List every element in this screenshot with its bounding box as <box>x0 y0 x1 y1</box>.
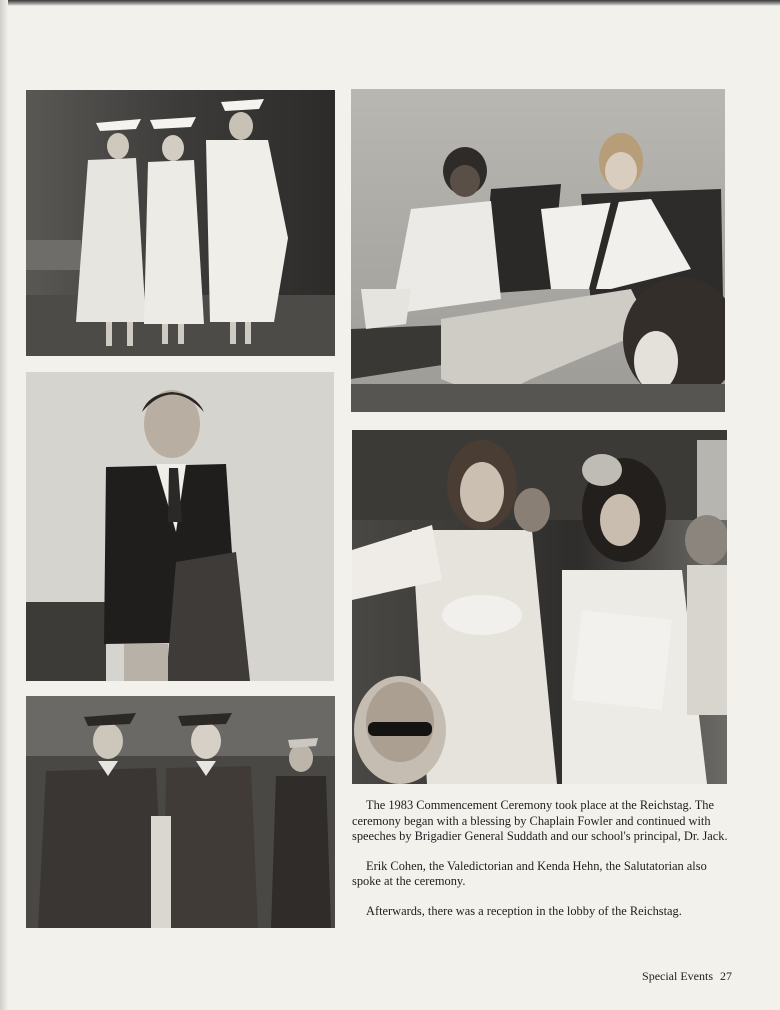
photo-graduates-dark-gowns <box>26 696 335 928</box>
caption-paragraph-1: The 1983 Commencement Ceremony took place at the Reichstag. The ceremony began with a blessing by Chaplain Fowler and continued with speeches by Brigadier General Suddath and our school's principal, Dr. Jack. <box>352 798 728 843</box>
photo-seated-graduates <box>351 89 725 412</box>
caption-paragraph-2: Erik Cohen, the Valedictorian and Kenda Hehn, the Salutatorian also spoke at the ceremony. <box>352 858 707 888</box>
scan-left-edge <box>0 0 8 1010</box>
ceremony-caption <box>352 798 738 933</box>
footer-page-number: 27 <box>720 969 732 983</box>
photo-three-graduates-white-gowns <box>26 90 335 356</box>
photo-graduates-talking-outdoors <box>352 430 727 784</box>
scan-top-edge <box>0 0 780 6</box>
photo-student-in-blazer <box>26 372 334 681</box>
caption-paragraph-3: Afterwards, there was a reception in the lobby of the Reichstag. <box>366 903 682 918</box>
footer-section-name: Special Events <box>642 969 713 983</box>
page-footer <box>638 969 732 984</box>
